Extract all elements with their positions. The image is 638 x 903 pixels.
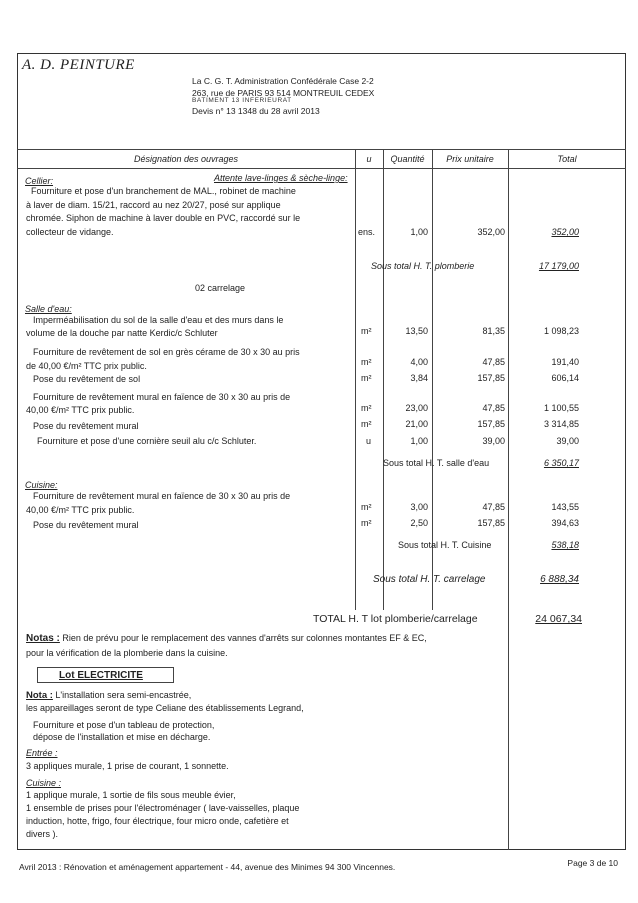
- salle-item-line: Pose du revêtement de sol: [33, 374, 141, 384]
- salle-item-total: 191,40: [551, 357, 579, 367]
- client-line-3: BATIMENT 13 INFERIEURAT: [192, 97, 292, 104]
- salle-item-quantity: 13,50: [405, 326, 428, 336]
- cuisine-item-unit-price: 47,85: [482, 502, 505, 512]
- cuisine-item-unit-price: 157,85: [477, 518, 505, 528]
- salle-item-quantity: 3,84: [410, 373, 428, 383]
- notas-paragraph: [26, 633, 427, 644]
- subtotal-plomberie-value: 17 179,00: [538, 261, 579, 271]
- subtotal-salle-eau-value: 6 350,17: [543, 458, 579, 468]
- notas-text-2: pour la vérification de la plomberie dans la cuisine.: [26, 648, 228, 658]
- cellier-line: chromée. Siphon de machine à laver double en PVC, raccordé sur le: [26, 213, 301, 223]
- cuisine-item-unit: m²: [361, 502, 372, 512]
- header-total: Total: [557, 154, 577, 164]
- devis-reference: Devis n° 13 1348 du 28 avril 2013: [192, 106, 320, 116]
- salle-item-unit-price: 47,85: [482, 357, 505, 367]
- salle-item-line: Pose du revêtement mural: [33, 421, 139, 431]
- salle-item-unit-price: 157,85: [477, 373, 505, 383]
- cellier-total: 352,00: [551, 227, 579, 237]
- header-designation: Désignation des ouvrages: [133, 154, 239, 164]
- notas-label: Notas :: [26, 633, 60, 644]
- section-title-salle-eau: Salle d'eau:: [25, 304, 72, 314]
- subtotal-cuisine-value: 538,18: [551, 540, 579, 550]
- cuisine-elec-line: 1 ensemble de prises pour l'électroménager ( lave-vaisselles, plaque: [26, 803, 300, 813]
- salle-item-unit: m²: [361, 419, 372, 429]
- lot-heading-carrelage: 02 carrelage: [195, 283, 246, 293]
- salle-item-line: Fourniture de revêtement de sol en grès cérame de 30 x 30 au pris: [33, 347, 300, 357]
- cuisine-elec-line: divers ).: [26, 829, 59, 839]
- salle-item-unit: m²: [361, 373, 372, 383]
- salle-item-quantity: 21,00: [405, 419, 428, 429]
- salle-item-total: 39,00: [556, 436, 579, 446]
- cellier-note: Attente lave-linges & sèche-linge:: [214, 173, 348, 183]
- salle-item-quantity: 1,00: [410, 436, 428, 446]
- salle-item-total: 3 314,85: [543, 419, 579, 429]
- section-title-cuisine-elec: Cuisine :: [26, 778, 62, 788]
- table-header-rule: [17, 168, 626, 169]
- column-divider-total: [508, 149, 509, 850]
- subtotal-cuisine-label: Sous total H. T. Cuisine: [398, 540, 492, 550]
- salle-item-line: 40,00 €/m² TTC prix public.: [26, 405, 135, 415]
- column-divider-u: [355, 149, 356, 610]
- subtotal-salle-eau-label: Sous total H. T. salle d'eau: [383, 458, 490, 468]
- electricite-nota-paragraph: [26, 690, 191, 701]
- cellier-line: Fourniture et pose d'un branchement de MAL., robinet de machine: [31, 186, 296, 196]
- electricite-fourniture-line: Fourniture et pose d'un tableau de protection,: [33, 720, 215, 730]
- salle-item-unit-price: 157,85: [477, 419, 505, 429]
- cellier-line: à laver de diam. 15/21, raccord au nez 20/27, posé sur applique: [26, 200, 281, 210]
- salle-item-line: Imperméabilisation du sol de la salle d'eau et des murs dans le: [33, 315, 284, 325]
- subtotal-carrelage-value: 6 888,34: [540, 574, 579, 585]
- cellier-unit: ens.: [358, 227, 376, 237]
- salle-item-total: 1 100,55: [543, 403, 579, 413]
- salle-item-line: Fourniture de revêtement mural en faïence de 30 x 30 au pris de: [33, 392, 291, 402]
- salle-item-total: 606,14: [551, 373, 579, 383]
- cuisine-item-total: 143,55: [551, 502, 579, 512]
- salle-item-unit-price: 47,85: [482, 403, 505, 413]
- subtotal-carrelage-label: Sous total H. T. carrelage: [373, 574, 486, 585]
- total-label: TOTAL H. T lot plomberie/carrelage: [313, 613, 478, 625]
- electricite-fourniture-line: dépose de l'installation et mise en décharge.: [33, 732, 211, 742]
- salle-item-unit: m²: [361, 403, 372, 413]
- cuisine-item-unit: m²: [361, 518, 372, 528]
- salle-item-unit-price: 81,35: [482, 326, 505, 336]
- salle-item-unit: m²: [361, 326, 372, 336]
- salle-item-quantity: 23,00: [405, 403, 428, 413]
- cuisine-item-quantity: 2,50: [410, 518, 428, 528]
- section-title-cuisine: Cuisine:: [25, 480, 58, 490]
- salle-item-unit: m²: [361, 357, 372, 367]
- cuisine-elec-line: 1 applique murale, 1 sortie de fils sous meuble évier,: [26, 790, 236, 800]
- total-value: 24 067,34: [535, 613, 582, 625]
- section-title-entree: Entrée :: [26, 748, 58, 758]
- page-number: Page 3 de 10: [567, 858, 618, 868]
- salle-item-line: Fourniture et pose d'une cornière seuil alu c/c Schluter.: [37, 436, 257, 446]
- cellier-unit-price: 352,00: [477, 227, 505, 237]
- electricite-nota-label: Nota :: [26, 690, 53, 701]
- header-quantity: Quantité: [390, 154, 425, 164]
- notas-text-1: Rien de prévu pour le remplacement des vannes d'arrêts sur colonnes montantes EF & EC,: [59, 633, 427, 643]
- cuisine-item-line: Pose du revêtement mural: [33, 520, 139, 530]
- salle-item-line: de 40,00 €/m² TTC prix public.: [26, 361, 147, 371]
- cuisine-item-line: Fourniture de revêtement mural en faïence de 30 x 30 au pris de: [33, 491, 291, 501]
- client-line-1: La C. G. T. Administration Confédérale Case 2-2: [192, 76, 374, 86]
- cuisine-item-line: 40,00 €/m² TTC prix public.: [26, 505, 135, 515]
- salle-item-total: 1 098,23: [543, 326, 579, 336]
- footer-description: Avril 2013 : Rénovation et aménagement appartement - 44, avenue des Minimes 94 300 Vincennes.: [19, 862, 396, 872]
- salle-item-line: volume de la douche par natte Kerdic/c Schluter: [26, 328, 218, 338]
- entree-line: 3 appliques murale, 1 prise de courant, 1 sonnette.: [26, 761, 229, 771]
- electricite-nota-text-2: les appareillages seront de type Celiane des établissements Legrand,: [26, 703, 304, 713]
- cuisine-item-total: 394,63: [551, 518, 579, 528]
- table-top-rule: [17, 149, 626, 150]
- header-unit: u: [366, 154, 372, 164]
- section-title-cellier: Cellier:: [25, 176, 54, 186]
- cuisine-item-quantity: 3,00: [410, 502, 428, 512]
- company-name: A. D. PEINTURE: [22, 57, 135, 73]
- lot-title-electricite: Lot ELECTRICITE: [59, 670, 143, 681]
- salle-item-unit-price: 39,00: [482, 436, 505, 446]
- cellier-line: collecteur de vidange.: [26, 227, 114, 237]
- header-unit-price: Prix unitaire: [446, 154, 494, 164]
- salle-item-quantity: 4,00: [410, 357, 428, 367]
- subtotal-plomberie-label: Sous total H. T. plomberie: [371, 261, 475, 271]
- electricite-nota-text-1: L'installation sera semi-encastrée,: [52, 690, 192, 700]
- client-line-2: 263, rue de PARIS 93 514 MONTREUIL CEDEX: [192, 88, 375, 98]
- salle-item-unit: u: [366, 436, 372, 446]
- cellier-quantity: 1,00: [410, 227, 428, 237]
- cuisine-elec-line: induction, hotte, frigo, four électrique, four micro onde, cafetière et: [26, 816, 289, 826]
